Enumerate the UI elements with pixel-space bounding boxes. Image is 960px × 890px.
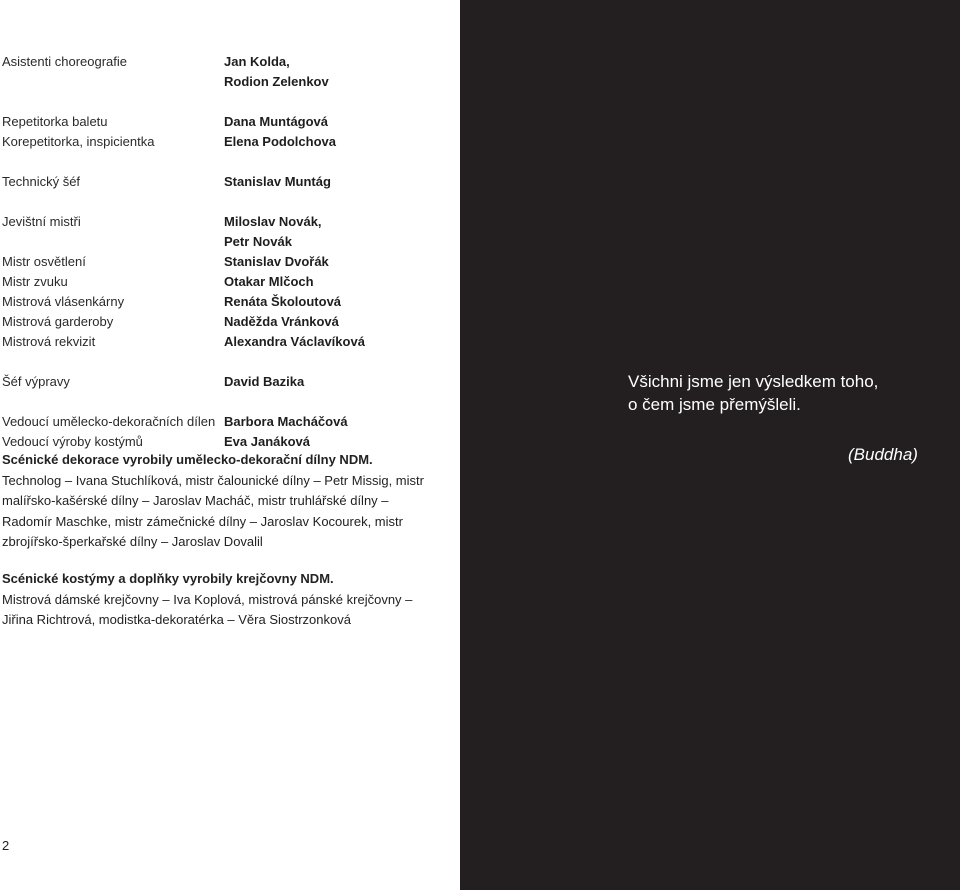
credit-role: Vedoucí umělecko-dekoračních dílen xyxy=(2,414,216,429)
credit-row xyxy=(0,312,460,332)
credit-name: Otakar Mlčoch xyxy=(224,274,314,289)
credit-name: Barbora Macháčová xyxy=(224,414,348,429)
credit-role: Mistrová rekvizit xyxy=(2,334,96,349)
credit-row xyxy=(0,72,460,92)
credit-role: Mistr osvětlení xyxy=(2,254,86,269)
credit-row xyxy=(0,332,460,352)
credit-role: Repetitorka baletu xyxy=(2,114,108,129)
page-number: 2 xyxy=(2,838,10,853)
credit-role: Technický šéf xyxy=(2,174,81,189)
credit-role: Mistrová garderoby xyxy=(2,314,114,329)
decor-text: Technolog – Ivana Stuchlíková, mistr čalounické dílny – Petr Missig, mistr malířsko-kašérské dílny – Jaroslav Macháč, mistr truhlářské dílny – Radomír Maschke, mistr zámečnické dílny – Jaroslav Kocourek, mistr zbrojířsko-šperkařské dílny – Jaroslav Dovalil xyxy=(2,472,424,549)
left-page xyxy=(0,0,460,890)
credits-list xyxy=(0,52,460,452)
credit-role: Korepetitorka, inspicientka xyxy=(2,134,155,149)
credit-role: Mistr zvuku xyxy=(2,274,68,289)
credit-name: Dana Muntágová xyxy=(224,114,329,129)
credit-row xyxy=(0,212,460,232)
credit-role: Mistrová vlásenkárny xyxy=(2,294,125,309)
costumes-heading: Scénické kostýmy a doplňky vyrobily krejčovny NDM. xyxy=(2,571,334,586)
credit-name: Jan Kolda, xyxy=(224,54,290,69)
credit-row xyxy=(0,52,460,72)
credit-row xyxy=(0,112,460,132)
credit-role: Šéf výpravy xyxy=(2,374,70,389)
credit-role: Jevištní mistři xyxy=(2,214,81,229)
credit-row xyxy=(0,172,460,192)
credit-row xyxy=(0,372,460,392)
costumes-text: Mistrová dámské krejčovny – Iva Koplová, mistrová pánské krejčovny – Jiřina Richtrová, modistka-dekoratérka – Věra Siostrzonková xyxy=(2,591,413,627)
credit-row xyxy=(0,252,460,272)
quote-author: (Buddha) xyxy=(848,445,918,464)
credit-name: Rodion Zelenkov xyxy=(224,74,329,89)
credit-name: Eva Janáková xyxy=(224,434,311,449)
credit-row xyxy=(0,272,460,292)
credit-name: Stanislav Dvořák xyxy=(224,254,329,269)
credit-row xyxy=(0,132,460,152)
decor-heading: Scénické dekorace vyrobily umělecko-dekorační dílny NDM. xyxy=(2,452,373,467)
credit-name: Renáta Školoutová xyxy=(224,294,342,309)
credit-name: Petr Novák xyxy=(224,234,292,249)
credit-name: Miloslav Novák, xyxy=(224,214,322,229)
quote xyxy=(628,370,948,416)
credit-name: Elena Podolchova xyxy=(224,134,336,149)
credit-row xyxy=(0,432,460,452)
decor-workshops-paragraph xyxy=(2,450,432,553)
credit-name: Alexandra Václavíková xyxy=(224,334,365,349)
credit-name: Stanislav Muntág xyxy=(224,174,331,189)
quote-line: o čem jsme přemýšleli. xyxy=(628,395,801,414)
costume-workshops-paragraph xyxy=(2,569,432,631)
credit-row xyxy=(0,292,460,312)
credit-row xyxy=(0,412,460,432)
credit-role: Vedoucí výroby kostýmů xyxy=(2,434,143,449)
right-page xyxy=(460,0,960,890)
credit-name: Naděžda Vránková xyxy=(224,314,339,329)
credit-name: David Bazika xyxy=(224,374,305,389)
credit-row xyxy=(0,232,460,252)
credit-role: Asistenti choreografie xyxy=(2,54,128,69)
quote-line: Všichni jsme jen výsledkem toho, xyxy=(628,372,879,391)
